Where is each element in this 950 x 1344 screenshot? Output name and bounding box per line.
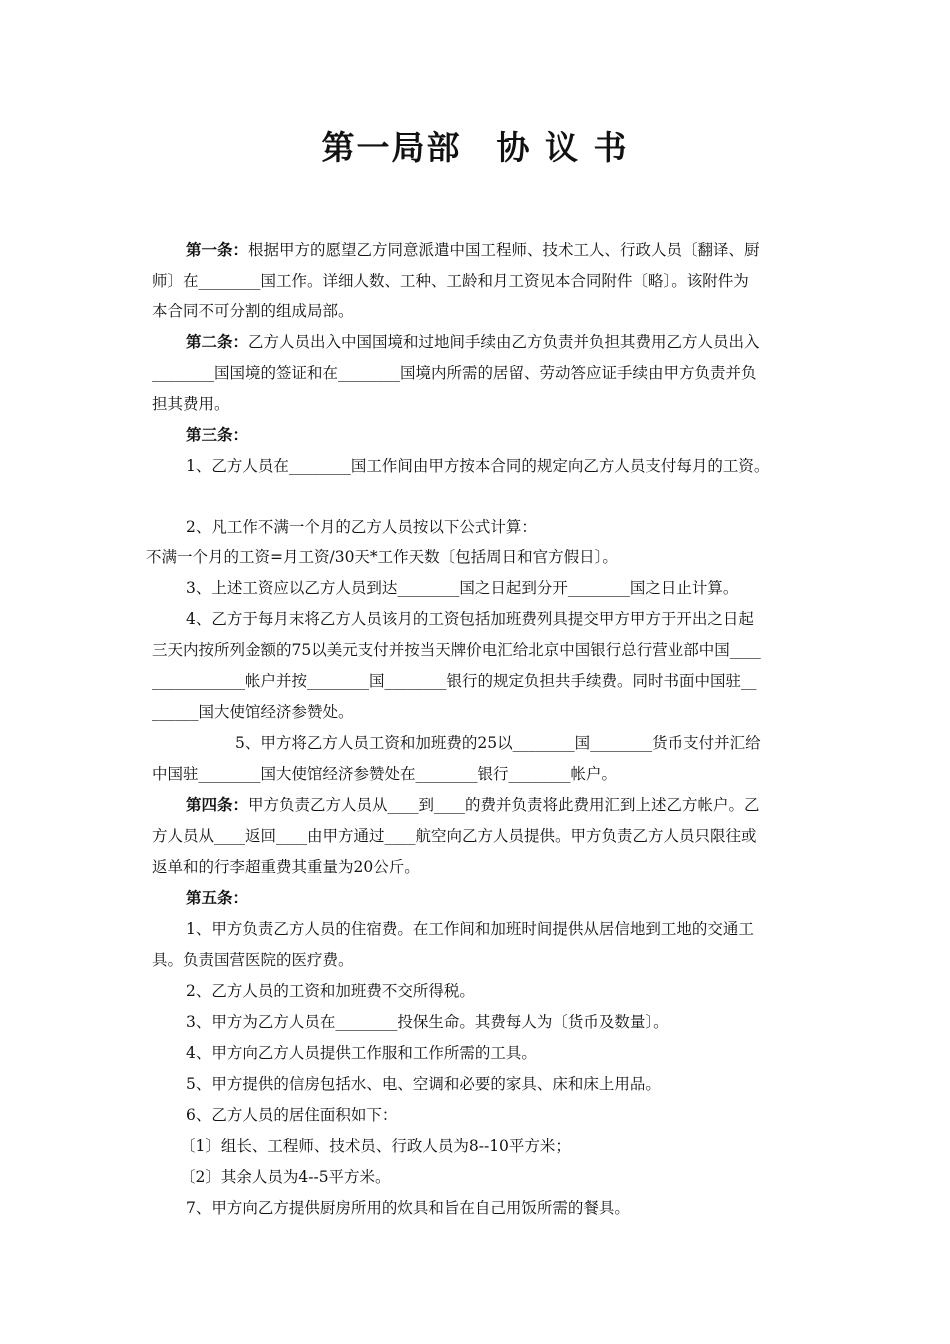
clause-3-item-1: 1、乙方人员在________国工作间由甲方按本合同的规定向乙方人员支付每月的工资。 bbox=[186, 457, 770, 475]
clause-2-line-3: 担其费用。 bbox=[152, 395, 230, 413]
clause-label: 第四条： bbox=[186, 796, 249, 814]
clause-4-line-2: 方人员从____返回____由甲方通过____航空向乙方人员提供。甲方负责乙方人员只限往或 bbox=[152, 827, 757, 845]
clause-2-line-1: 第二条：乙方人员出入中国国境和过地间手续由乙方负责并负担其费用乙方人员出入 bbox=[186, 333, 760, 351]
clause-1-line-3: 本合同不可分割的组成局部。 bbox=[152, 302, 354, 320]
clause-3-item-4-line-1: 4、乙方于每月末将乙方人员该月的工资包括加班费列具提交甲方甲方于开出之日起 bbox=[186, 610, 754, 628]
clause-2-line-2: ________国国境的签证和在________国境内所需的居留、劳动答应证手续由甲方负责并负 bbox=[152, 364, 757, 382]
clause-5-item-7: 7、甲方向乙方提供厨房所用的炊具和旨在自己用饭所需的餐具。 bbox=[186, 1199, 630, 1217]
clause-5-item-1-line-2: 具。负责国营医院的医疗费。 bbox=[152, 951, 354, 969]
clause-5-item-6-sub-2: 〔2〕其余人员为4--5平方米。 bbox=[180, 1168, 391, 1186]
clause-5-item-4: 4、甲方向乙方人员提供工作服和工作所需的工具。 bbox=[186, 1044, 537, 1062]
clause-5-item-1-line-1: 1、甲方负责乙方人员的住宿费。在工作间和加班时间提供从居信地到工地的交通工 bbox=[186, 920, 754, 938]
clause-5-item-6-sub-1: 〔1〕组长、工程师、技术员、行政人员为8--10平方米； bbox=[180, 1137, 571, 1155]
clause-5-item-3: 3、甲方为乙方人员在________投保生命。其费每人为〔货币及数量〕。 bbox=[186, 1013, 669, 1031]
clause-3-item-3: 3、上述工资应以乙方人员到达________国之日起到分开________国之日止计算。 bbox=[186, 579, 739, 597]
clause-3-heading bbox=[186, 424, 248, 446]
clause-5-heading bbox=[186, 887, 248, 909]
clause-3-formula: 不满一个月的工资=月工资/30天*工作天数〔包括周日和官方假日〕。 bbox=[146, 548, 618, 566]
clause-3-item-5-line-2: 中国驻________国大使馆经济参赞处在________银行________帐户。 bbox=[152, 765, 618, 783]
clause-label: 第三条： bbox=[186, 426, 249, 444]
clause-3-item-5-line-1: 5、甲方将乙方人员工资和加班费的25以________国________货币支付并汇给 bbox=[235, 734, 761, 752]
clause-1-line-1: 第一条：根据甲方的愿望乙方同意派遣中国工程师、技术工人、行政人员〔翻译、厨 bbox=[186, 241, 760, 259]
clause-3-item-4-line-2: 三天内按所列金额的75以美元支付并按当天牌价电汇给北京中国银行总行营业部中国____ bbox=[152, 641, 761, 659]
document-title: 第一局部 协 议 书 bbox=[321, 128, 629, 167]
clause-4-line-1: 第四条：甲方负责乙方人员从____到____的费并负责将此费用汇到上述乙方帐户。乙 bbox=[186, 796, 760, 814]
clause-label: 第一条： bbox=[186, 241, 249, 259]
clause-3-item-4-line-3: ____________帐户并按________国________银行的规定负担共手续费。同时书面中国驻__ bbox=[152, 672, 757, 690]
clause-3-item-4-line-4: ______国大使馆经济参赞处。 bbox=[152, 703, 354, 721]
clause-label: 第二条： bbox=[186, 333, 249, 351]
clause-5-item-5: 5、甲方提供的信房包括水、电、空调和必要的家具、床和床上用品。 bbox=[186, 1075, 661, 1093]
clause-5-item-6: 6、乙方人员的居住面积如下： bbox=[186, 1106, 398, 1124]
clause-3-item-2: 2、凡工作不满一个月的乙方人员按以下公式计算： bbox=[186, 518, 537, 536]
clause-label: 第五条： bbox=[186, 889, 249, 907]
clause-4-line-3: 返单和的行李超重费其重量为20公斤。 bbox=[152, 858, 420, 876]
clause-1-line-2: 师〕在________国工作。详细人数、工种、工龄和月工资见本合同附件〔略〕。该附件为 bbox=[152, 272, 749, 290]
clause-5-item-2: 2、乙方人员的工资和加班费不交所得税。 bbox=[186, 982, 475, 1000]
